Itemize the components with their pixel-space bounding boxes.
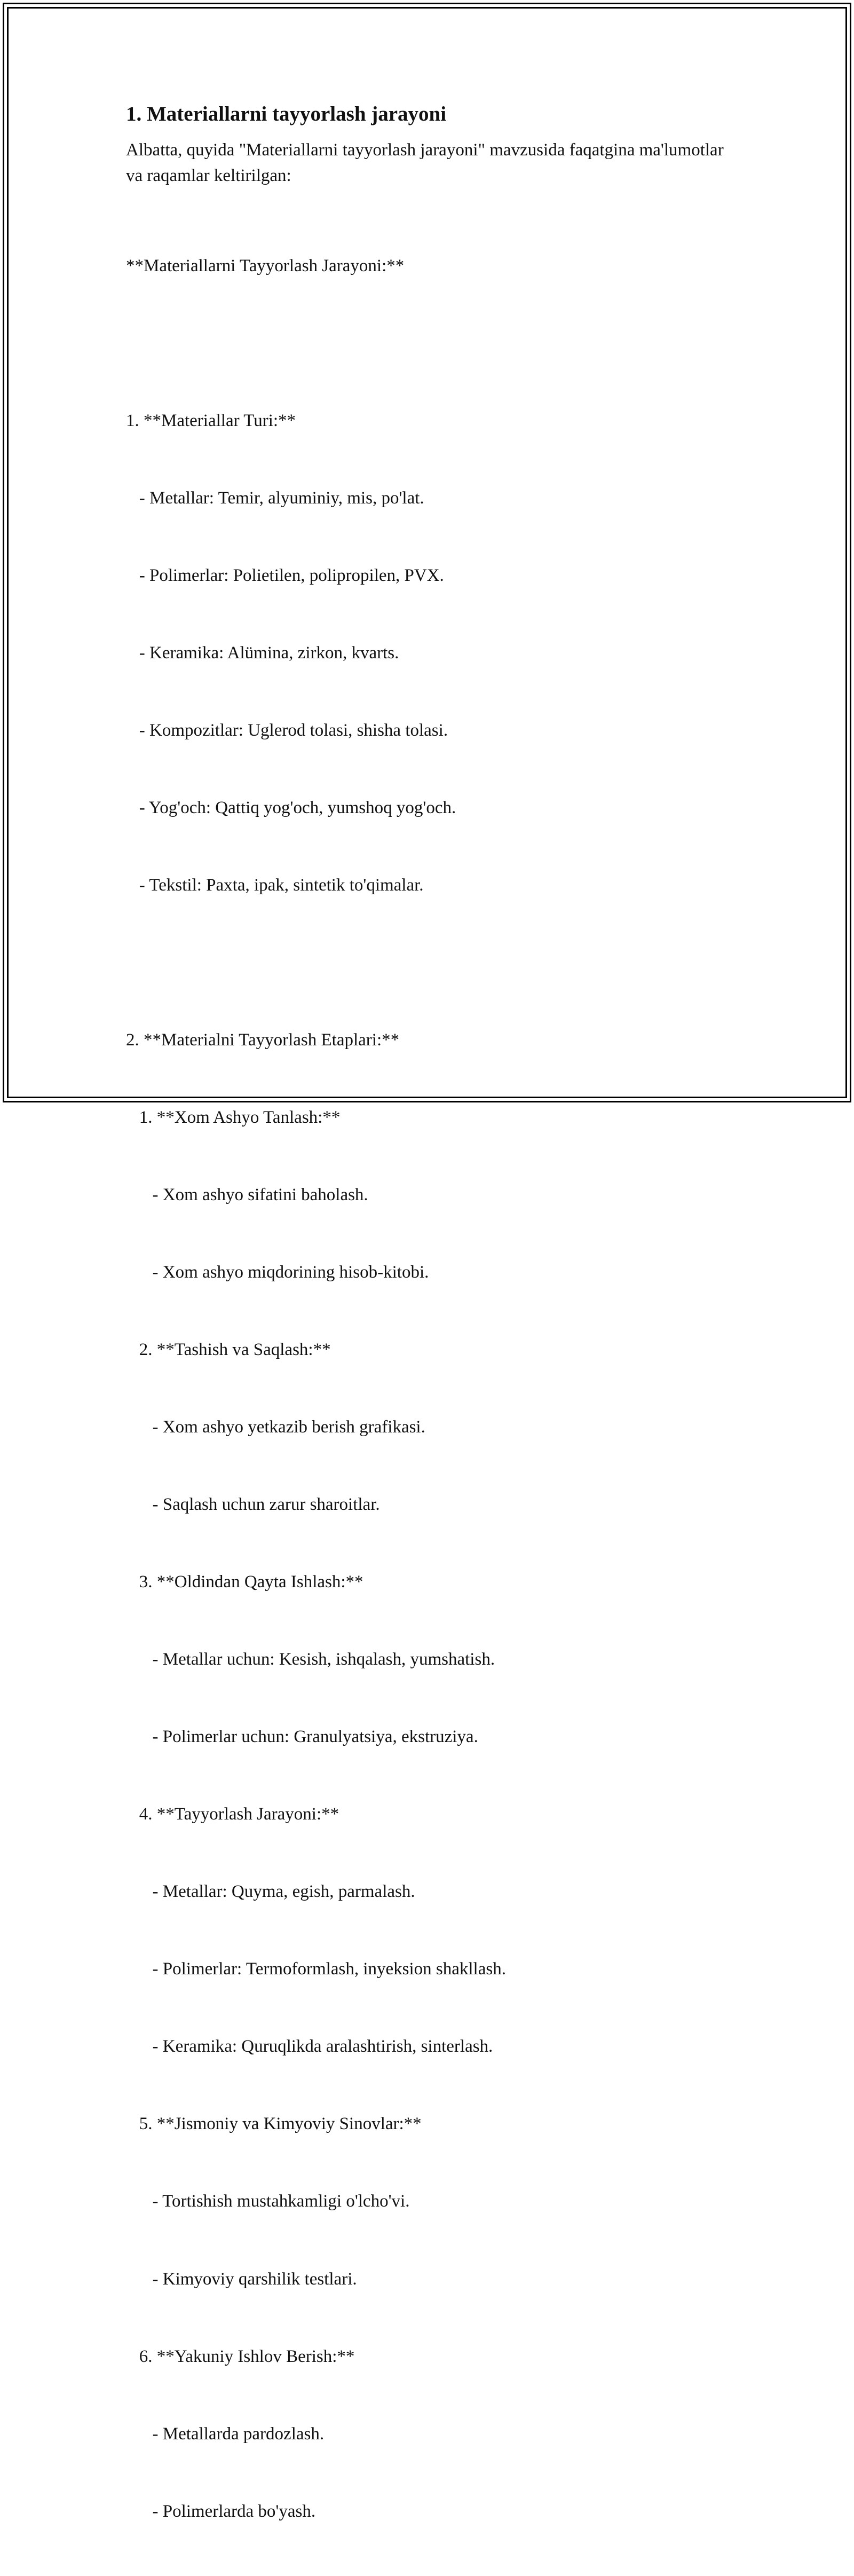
list-subitem: - Xom ashyo miqdorining hisob-kitobi.: [126, 1263, 429, 1282]
list-step-heading: 1. **Xom Ashyo Tanlash:**: [126, 1108, 341, 1128]
list-item-heading: 2. **Materialni Tayyorlash Etaplari:**: [126, 1030, 400, 1050]
list-subitem: - Metallarda pardozlash.: [126, 2424, 325, 2444]
list-subitem: - Kompozitlar: Uglerod tolasi, shisha tolasi.: [126, 720, 448, 740]
list-step-heading: 6. **Yakuniy Ishlov Berish:**: [126, 2346, 355, 2366]
list-subitem: - Metallar uchun: Kesish, ishqalash, yumshatish.: [126, 1650, 495, 1669]
list-subitem: - Metallar: Quyma, egish, parmalash.: [126, 1882, 415, 1902]
blank-line: [126, 330, 734, 356]
list-step-heading: 4. **Tayyorlash Jarayoni:**: [126, 1805, 339, 1824]
list-subitem: - Keramika: Alümina, zirkon, kvarts.: [126, 643, 399, 663]
list-step-heading: 5. **Jismoniy va Kimyoviy Sinovlar:**: [126, 2114, 422, 2134]
document-body: [126, 100, 734, 2576]
list-subitem: - Metallar: Temir, alyuminiy, mis, po'lat.: [126, 488, 424, 508]
list-step-heading: 2. **Tashish va Saqlash:**: [126, 1340, 331, 1360]
list-subitem: - Yog'och: Qattiq yog'och, yumshoq yog'och.: [126, 798, 456, 817]
list-subitem: - Polimerlarda bo'yash.: [126, 2501, 316, 2521]
list-subitem: - Polimerlar: Termoformlash, inyeksion shakllash.: [126, 1959, 506, 1979]
list-subitem: - Polimerlar uchun: Granulyatsiya, ekstruziya.: [126, 1727, 478, 1747]
list-subitem: - Kimyoviy qarshilik testlari.: [126, 2269, 357, 2289]
list-subitem: - Saqlash uchun zarur sharoitlar.: [126, 1495, 380, 1515]
list-item-heading: 1. **Materiallar Turi:**: [126, 411, 296, 430]
content-lines: [126, 201, 734, 2576]
section-heading: 1. Materiallarni tayyorlash jarayoni: [126, 103, 447, 125]
list-subitem: - Xom ashyo yetkazib berish grafikasi.: [126, 1417, 425, 1437]
list-subitem: - Xom ashyo sifatini baholash.: [126, 1185, 368, 1205]
list-subitem: - Keramika: Quruqlikda aralashtirish, sinterlash.: [126, 2037, 493, 2057]
list-step-heading: 3. **Oldindan Qayta Ishlash:**: [126, 1572, 363, 1592]
subtitle-line: **Materiallarni Tayyorlash Jarayoni:**: [126, 256, 405, 275]
list-subitem: - Polimerlar: Polietilen, polipropilen, PVX.: [126, 565, 444, 585]
list-subitem: - Tekstil: Paxta, ipak, sintetik to'qimalar.: [126, 875, 424, 895]
blank-line: [126, 950, 734, 975]
intro-paragraph: Albatta, quyida "Materiallarni tayyorlash jarayoni" mavzusida faqatgina ma'lumotlar va raqamlar keltirilgan:: [126, 140, 724, 185]
list-subitem: - Tortishish mustahkamligi o'lcho'vi.: [126, 2192, 410, 2211]
